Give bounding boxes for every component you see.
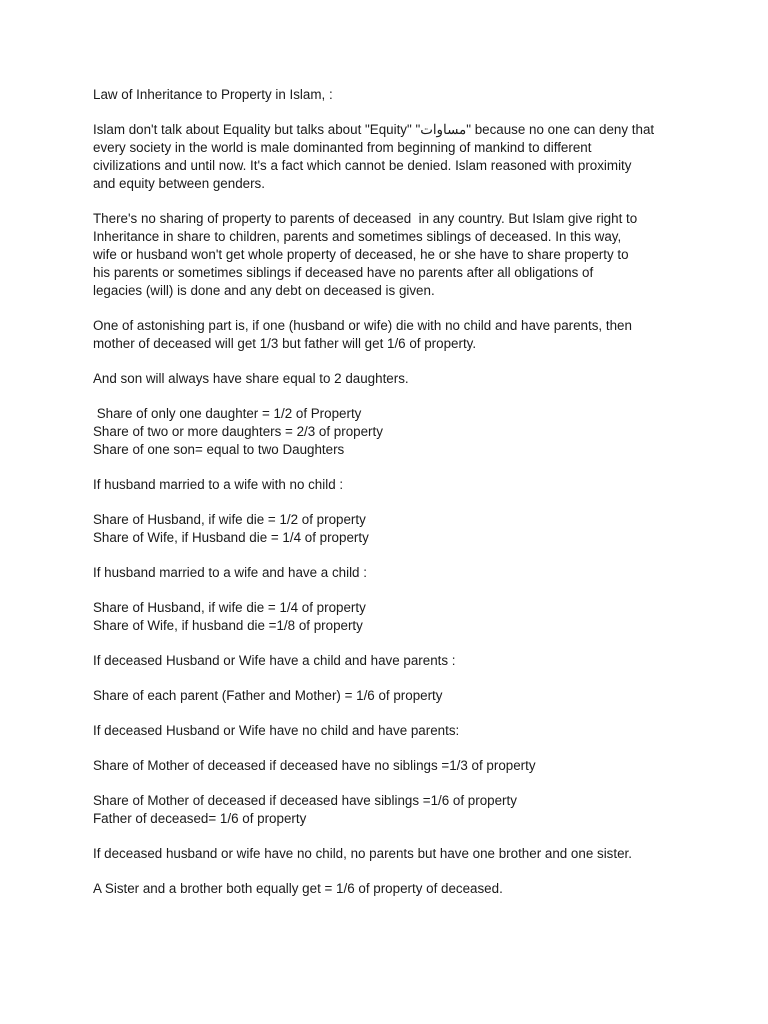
paragraph xyxy=(93,564,683,582)
document-body xyxy=(93,86,683,915)
text-line: If deceased husband or wife have no child, no parents but have one brother and one sister. xyxy=(93,846,632,861)
text-line: Share of two or more daughters = 2/3 of property xyxy=(93,424,383,439)
text-line: Share of one son= equal to two Daughters xyxy=(93,442,345,457)
paragraph xyxy=(93,476,683,494)
text-line: One of astonishing part is, if one (husband or wife) die with no child and have parents, then xyxy=(93,318,632,333)
paragraph xyxy=(93,722,683,740)
text-line: every society in the world is male dominanted from beginning of mankind to different xyxy=(93,140,592,155)
text-line: And son will always have share equal to 2 daughters. xyxy=(93,371,409,386)
paragraph-list xyxy=(93,121,683,898)
text-line: Share of Wife, if Husband die = 1/4 of property xyxy=(93,530,369,545)
text-line: Inheritance in share to children, parents and sometimes siblings of deceased. In this way, xyxy=(93,229,622,244)
paragraph xyxy=(93,687,683,705)
text-line: Islam don't talk about Equality but talks about "Equity" "مساوات" because no one can deny that xyxy=(93,122,655,137)
text-line: legacies (will) is done and any debt on deceased is given. xyxy=(93,283,435,298)
text-line: Share of Wife, if husband die =1/8 of property xyxy=(93,618,363,633)
text-line: Father of deceased= 1/6 of property xyxy=(93,811,307,826)
paragraph xyxy=(93,317,683,353)
paragraph xyxy=(93,121,683,193)
text-line: wife or husband won't get whole property of deceased, he or she have to share property to xyxy=(93,247,629,262)
text-line: There's no sharing of property to parents of deceased in any country. But Islam give right to xyxy=(93,211,638,226)
paragraph xyxy=(93,210,683,300)
text-line: Share of Mother of deceased if deceased have no siblings =1/3 of property xyxy=(93,758,536,773)
paragraph xyxy=(93,792,683,828)
text-line: civilizations and until now. It's a fact which cannot be denied. Islam reasoned with proximity xyxy=(93,158,632,173)
text-line: If deceased Husband or Wife have no child and have parents: xyxy=(93,723,460,738)
paragraph xyxy=(93,511,683,547)
text-line: Share of each parent (Father and Mother) = 1/6 of property xyxy=(93,688,443,703)
paragraph xyxy=(93,757,683,775)
text-line: Share of Husband, if wife die = 1/2 of property xyxy=(93,512,366,527)
text-line: Share of Husband, if wife die = 1/4 of property xyxy=(93,600,366,615)
text-line: A Sister and a brother both equally get = 1/6 of property of deceased. xyxy=(93,881,503,896)
text-line: If husband married to a wife with no child : xyxy=(93,477,344,492)
text-line: and equity between genders. xyxy=(93,176,265,191)
text-line: his parents or sometimes siblings if deceased have no parents after all obligations of xyxy=(93,265,594,280)
text-line: Share of only one daughter = 1/2 of Property xyxy=(93,406,362,421)
paragraph xyxy=(93,652,683,670)
text-line: Share of Mother of deceased if deceased have siblings =1/6 of property xyxy=(93,793,517,808)
paragraph xyxy=(93,845,683,863)
text-line: If husband married to a wife and have a child : xyxy=(93,565,367,580)
paragraph xyxy=(93,599,683,635)
document-title: Law of Inheritance to Property in Islam, : xyxy=(93,87,333,102)
paragraph xyxy=(93,405,683,459)
text-line: mother of deceased will get 1/3 but father will get 1/6 of property. xyxy=(93,336,477,351)
text-line: If deceased Husband or Wife have a child and have parents : xyxy=(93,653,456,668)
paragraph xyxy=(93,370,683,388)
paragraph xyxy=(93,880,683,898)
